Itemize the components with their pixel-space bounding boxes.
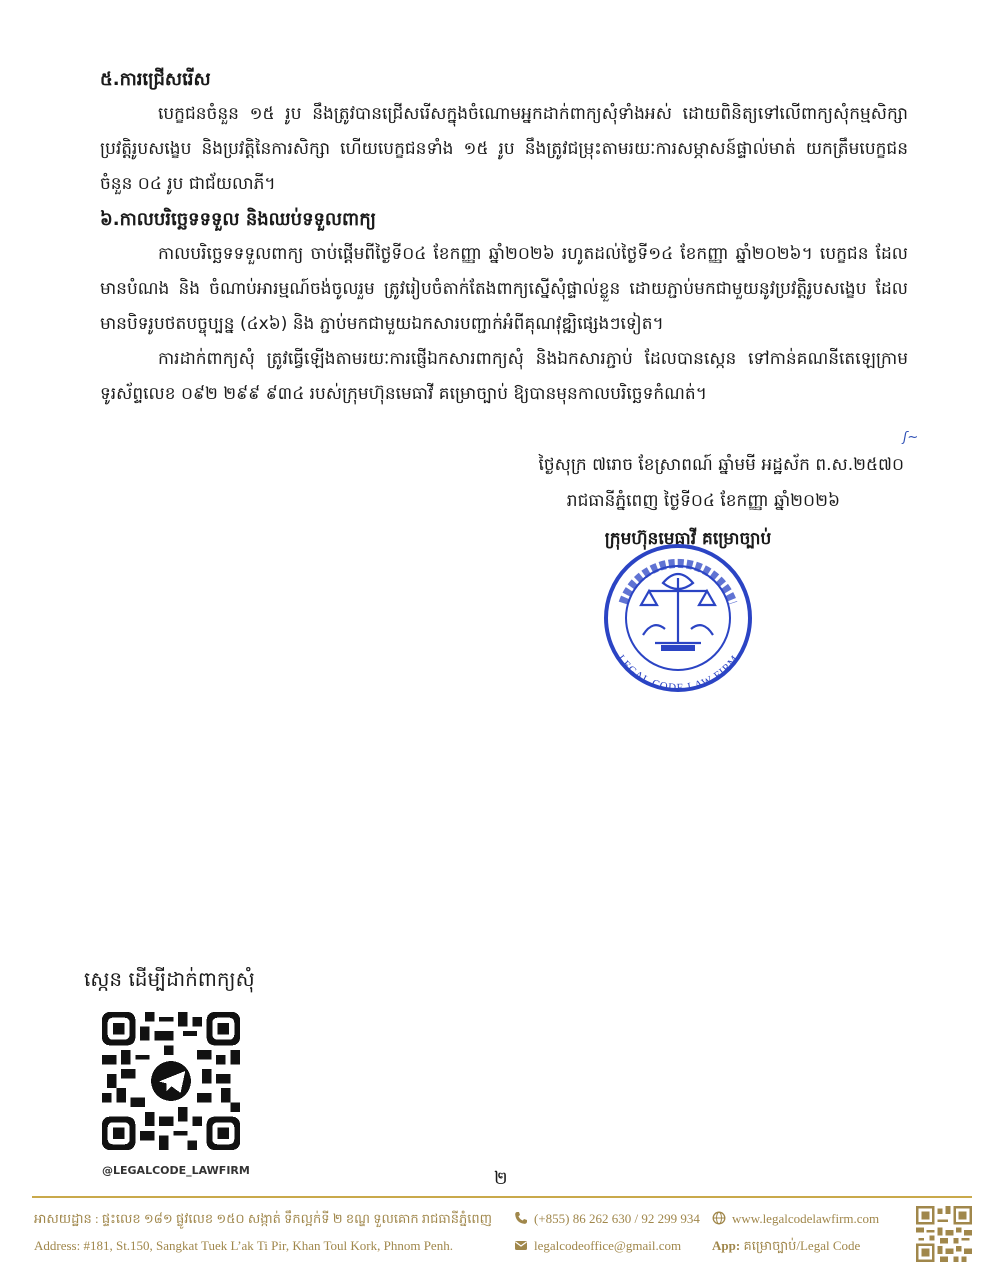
- firm-name: ក្រុមហ៊ុនមេធាវី គម្រោច្បាប់: [604, 529, 772, 549]
- footer-website: [712, 1211, 879, 1227]
- globe-icon: [712, 1211, 726, 1225]
- section-5-heading: ៥.ការជ្រើសរើស: [100, 69, 211, 90]
- phone-icon: [514, 1211, 528, 1225]
- footer-phone-text: (+855) 86 262 630 / 92 299 934: [534, 1211, 700, 1226]
- section-6-paragraph-2: ការដាក់ពាក្យសុំ ត្រូវធ្វើឡើងតាមរយៈការផ្ញើឯកសារពាក្យសុំ និងឯកសារភ្ជាប់ ដែលបានស្កេន ទៅកាន់គណនីតេឡេក្រាម ទូរស័ព្ទលេខ ០៩២ ២៩៩ ៩៣៤ របស់ក្រុមហ៊ុនមេធាវី គម្រោច្បាប់ ឱ្យបានមុនកាលបរិច្ឆេទកំណត់។: [100, 349, 908, 404]
- footer-app-label: App:: [712, 1238, 741, 1253]
- svg-text:LEGAL CODE LAW FIRM: [615, 653, 742, 693]
- footer-app: [712, 1238, 860, 1257]
- seal-text: LEGAL CODE LAW FIRM: [614, 652, 742, 693]
- footer-website-text[interactable]: www.legalcodelawfirm.com: [732, 1211, 880, 1226]
- section-5-paragraph: បេក្ខជនចំនួន ១៥ រូប នឹងត្រូវបានជ្រើសរើសក្នុងចំណោមអ្នកដាក់ពាក្យសុំទាំងអស់ ដោយពិនិត្យទៅលើពាក្យសុំកម្មសិក្សា ប្រវត្តិរូបសង្ខេប និងប្រវត្តិនៃការសិក្សា ហើយបេក្ខជនទាំង ១៥ រូប នឹងត្រូវជម្រុះតាមរយៈការសម្ភាសន៍ផ្ទាល់មាត់ យកត្រឹមបេក្ខជនចំនួន ០៤ រូប ជាជ័យលាភី។: [100, 104, 908, 194]
- footer-app-name: គម្រោច្បាប់/Legal Code: [743, 1238, 861, 1253]
- scan-instruction: ស្កេន ដើម្បីដាក់ពាក្យសុំ: [84, 967, 255, 991]
- footer-address-en: Address: #181, St.150, Sangkat Tuek L’ak Ti Pir, Khan Toul Kork, Phnom Penh.: [34, 1238, 453, 1253]
- footer-qr-code-icon[interactable]: [916, 1206, 972, 1262]
- footer-divider: [32, 1196, 972, 1198]
- email-icon: [514, 1238, 528, 1252]
- lunar-date: ថ្ងៃសុក្រ ៧រោច ខែស្រាពណ៍ ឆ្នាំមមី អដ្ឋស័ក ព.ស.២៥៧០: [538, 455, 904, 475]
- telegram-qr-code-icon[interactable]: [102, 1012, 240, 1150]
- law-firm-seal-icon: [583, 543, 773, 693]
- section-6-heading: ៦.កាលបរិច្ឆេទទទួល និងឈប់ទទួលពាក្យ: [100, 209, 376, 230]
- footer-address-km: អាសយដ្ឋាន : ផ្ទះលេខ ១៨១ ផ្លូវលេខ ១៥០ សង្កាត់ ទឹកល្អក់ទី ២ ខណ្ឌ ទួលគោក រាជធានីភ្នំពេញ: [34, 1211, 492, 1226]
- document-body: [100, 62, 908, 412]
- place-date: រាជធានីភ្នំពេញ ថ្ងៃទី០៤ ខែកញ្ញា ឆ្នាំ២០២៦: [566, 491, 840, 511]
- footer-phone: [514, 1211, 700, 1227]
- footer-email: [514, 1238, 681, 1254]
- telegram-handle: @LEGALCODE_LAWFIRM: [102, 1164, 250, 1177]
- page-number: ២: [494, 1168, 508, 1189]
- section-6-paragraph-1: កាលបរិច្ឆេទទទួលពាក្យ ចាប់ផ្តើមពីថ្ងៃទី០៤ ខែកញ្ញា ឆ្នាំ២០២៦ រហូតដល់ថ្ងៃទី១៤ ខែកញ្ញា ឆ្នាំ២០២៦។ បេក្ខជន ដែលមានបំណង និង ចំណាប់អារម្មណ៍ចង់ចូលរួម ត្រូវរៀបចំតាក់តែងពាក្យស្នើសុំផ្ទាល់ខ្លួន ដោយភ្ជាប់មកជាមួយនូវប្រវត្តិរូបសង្ខេប ដែលមានបិទរូបថតបច្ចុប្បន្ន (៤x៦) និង ភ្ជាប់មកជាមួយឯកសារបញ្ជាក់អំពីគុណវុឌ្ឍិផ្សេងៗទៀត។: [100, 244, 908, 334]
- footer-email-text[interactable]: legalcodeoffice@gmail.com: [534, 1238, 682, 1253]
- initial-signature: ʃ~: [903, 430, 919, 445]
